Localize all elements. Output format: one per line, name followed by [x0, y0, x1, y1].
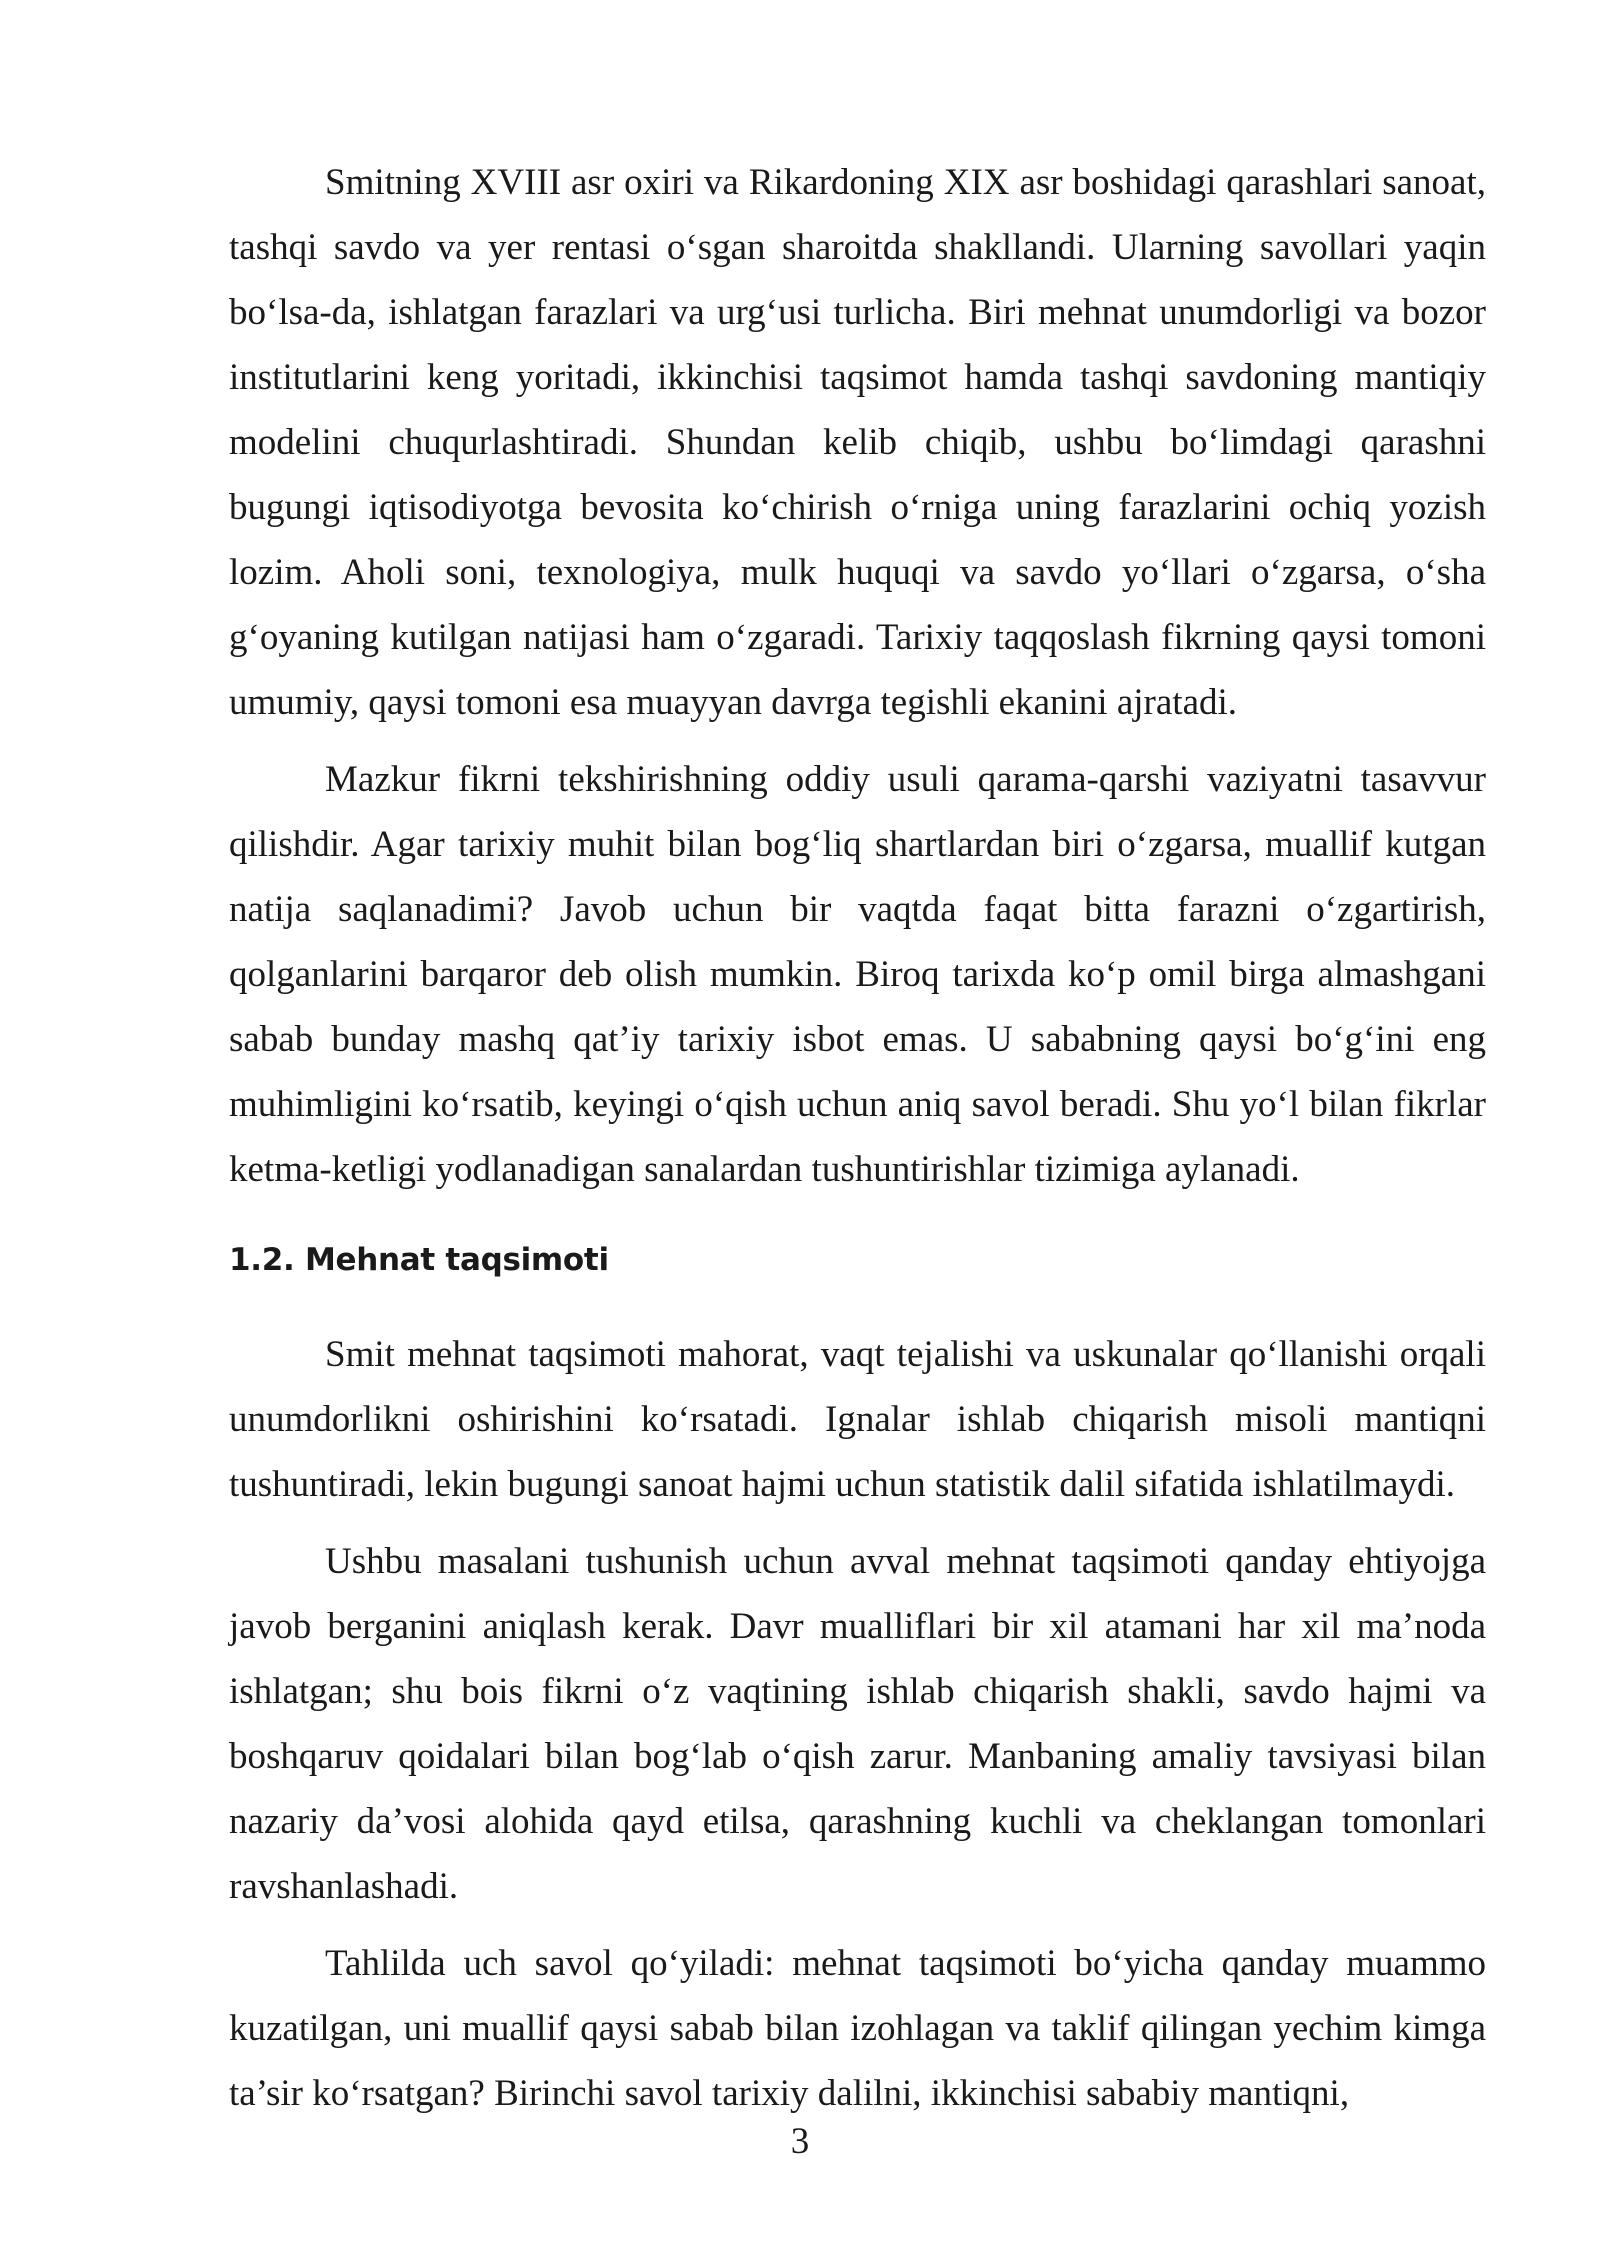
document-page — [229, 150, 1486, 2126]
page-number: 3 — [790, 2121, 810, 2162]
section-heading: 1.2. Mehnat taqsimoti — [229, 1242, 609, 1278]
body-paragraph: Smit mehnat taqsimoti mahorat, vaqt tejalishi va uskunalar qo‘llanishi orqali unumdorlikni oshirishini ko‘rsatadi. Ignalar ishlab chiqarish misoli mantiqni tushuntiradi, lekin bugungi sanoat hajmi uchun statistik dalil sifatida ishlatilmaydi. — [229, 1334, 1486, 1505]
body-paragraph: Smitning XVIII asr oxiri va Rikardoning XIX asr boshidagi qarashlari sanoat, tashqi savdo va yer rentasi o‘sgan sharoitda shakllandi. Ularning savollari yaqin bo‘lsa-da, ishlatgan farazlari va urg‘usi turlicha. Biri mehnat unumdorligi va bozor institutlarini keng yoritadi, ikkinchisi taqsimot hamda tashqi savdoning mantiqiy modelini chuqurlashtiradi. Shundan kelib chiqib, ushbu bo‘limdagi qarashni bugungi iqtisodiyotga bevosita ko‘chirish o‘rniga uning farazlarini ochiq yozish lozim. Aholi soni, texnologiya, mulk huquqi va savdo yo‘llari o‘zgarsa, o‘sha g‘oyaning kutilgan natijasi ham o‘zgaradi. Tarixiy taqqoslash fikrning qaysi tomoni umumiy, qaysi tomoni esa muayyan davrga tegishli ekanini ajratadi. — [229, 162, 1486, 723]
body-paragraph: Ushbu masalani tushunish uchun avval mehnat taqsimoti qanday ehtiyojga javob berganini aniqlash kerak. Davr mualliflari bir xil atamani har xil ma’noda ishlatgan; shu bois fikrni o‘z vaqtining ishlab chiqarish shakli, savdo hajmi va boshqaruv qoidalari bilan bog‘lab o‘qish zarur. Manbaning amaliy tavsiyasi bilan nazariy da’vosi alohida qayd etilsa, qarashning kuchli va cheklangan tomonlari ravshanlashadi. — [229, 1541, 1486, 1907]
body-paragraph: Tahlilda uch savol qo‘yiladi: mehnat taqsimoti bo‘yicha qanday muammo kuzatilgan, uni muallif qaysi sabab bilan izohlagan va taklif qilingan yechim kimga ta’sir ko‘rsatgan? Birinchi savol tarixiy dalilni, ikkinchisi sababiy mantiqni, — [229, 1943, 1486, 2114]
body-paragraph: Mazkur fikrni tekshirishning oddiy usuli qarama-qarshi vaziyatni tasavvur qilishdir. Agar tarixiy muhit bilan bog‘liq shartlardan biri o‘zgarsa, muallif kutgan natija saqlanadimi? Javob uchun bir vaqtda faqat bitta farazni o‘zgartirish, qolganlarini barqaror deb olish mumkin. Biroq tarixda ko‘p omil birga almashgani sabab bunday mashq qat’iy tarixiy isbot emas. U sababning qaysi bo‘g‘ini eng muhimligini ko‘rsatib, keyingi o‘qish uchun aniq savol beradi. Shu yo‘l bilan fikrlar ketma-ketligi yodlanadigan sanalardan tushuntirishlar tizimiga aylanadi. — [229, 759, 1486, 1190]
